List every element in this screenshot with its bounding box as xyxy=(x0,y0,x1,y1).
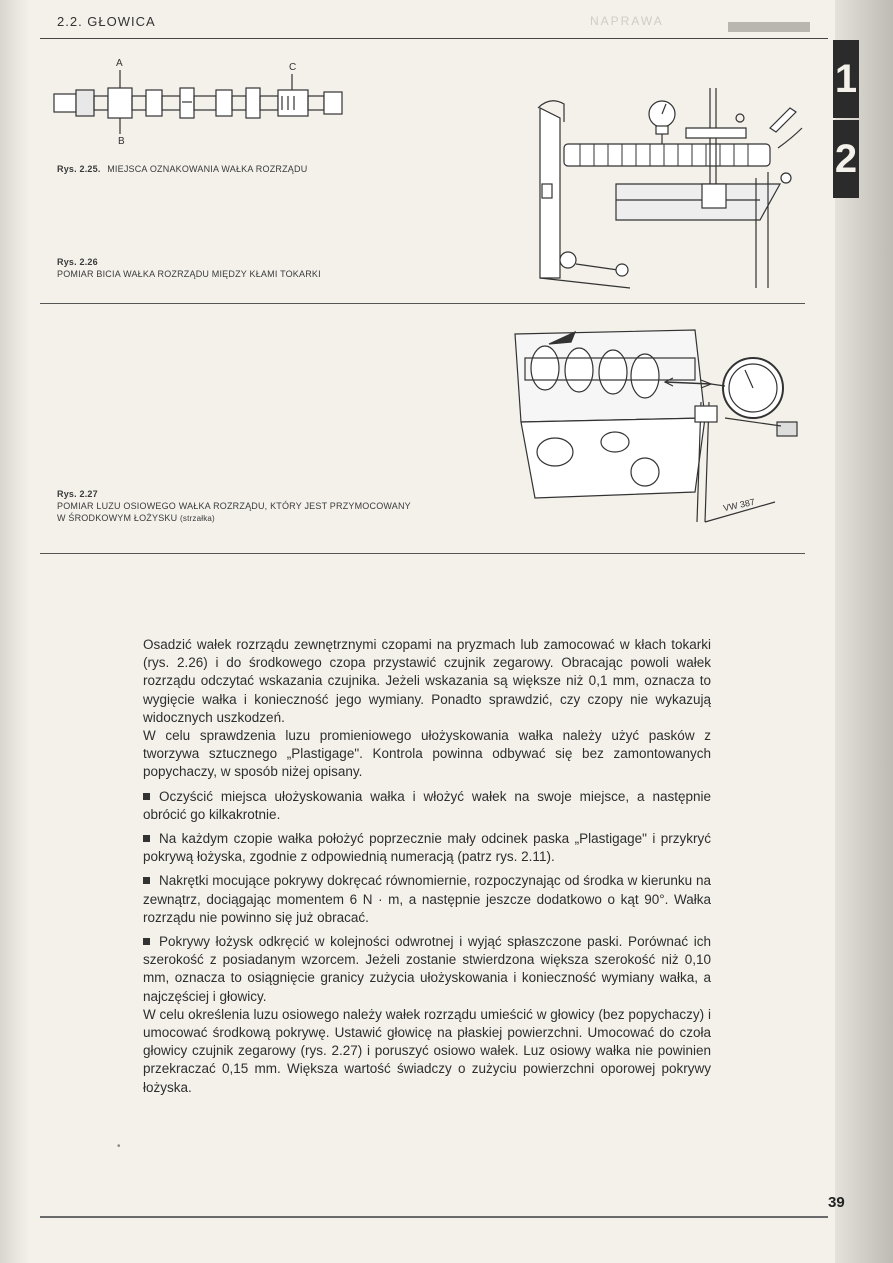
chapter-tab-2: 2 xyxy=(833,120,859,198)
caption-fig-2-27 xyxy=(57,488,411,525)
fig-label-c: C xyxy=(289,62,297,73)
header-rule xyxy=(40,38,828,39)
ghost-header: NAPRAWA xyxy=(590,14,664,28)
figure-runout-measurement xyxy=(520,88,810,294)
page-edge-left xyxy=(0,0,30,1263)
margin-mark: • xyxy=(117,1141,121,1152)
caption-line-2: W ŚRODKOWYM ŁOŻYSKU xyxy=(57,513,178,523)
section-divider xyxy=(40,303,805,304)
paragraph-axial-play: W celu określenia luzu osiowego należy wałek rozrządu umieścić w głowicy (bez popychaczy) i umocować środkową pokrywę. Ustawić głowicę na płaskiej powierzchni. Umocować do czoła głowicy czujnik zegarowy (rys. 2.27) i poruszyć osiowo wałek. Luz osiowy wałka nie powinien przekraczać 0,15 mm. Większa wartość świadczy o zużyciu powierzchni oporowej pokrywy łożyska. xyxy=(143,1006,711,1095)
figure-camshaft-marking xyxy=(52,56,352,152)
body-text xyxy=(143,636,711,1097)
section-title: 2.2. GŁOWICA xyxy=(57,14,156,29)
cylinder-head-drawing xyxy=(505,322,805,534)
bullet-clean-bearings: Oczyścić miejsca ułożyskowania wałka i włożyć wałek na swoje miejsce, a następnie obrócić go kilkakrotnie. xyxy=(143,788,711,824)
fig-label-a: A xyxy=(116,58,123,69)
caption-line-1: POMIAR LUZU OSIOWEGO WAŁKA ROZRZĄDU, KTÓRY JEST PRZYMOCOWANY xyxy=(57,501,411,511)
caption-text: POMIAR BICIA WAŁKA ROZRZĄDU MIĘDZY KŁAMI TOKARKI xyxy=(57,269,321,279)
lathe-drawing xyxy=(520,88,810,294)
bullet-place-strips: Na każdym czopie wałka położyć poprzecznie mały odcinek paska „Plastigage" i przykryć pokrywą łożyska, zgodnie z odpowiednią numeracją (patrz rys. 2.11). xyxy=(143,830,711,866)
paragraph-plastigage: W celu sprawdzenia luzu promieniowego ułożyskowania wałka należy użyć pasków z tworzywa sztucznego „Plastigage". Kontrola powinna odbywać się bez zamontowanych popychaczy, w sposób niżej opisany. xyxy=(143,728,711,780)
chapter-tab-1: 1 xyxy=(833,40,859,118)
caption-text: MIEJSCA OZNAKOWANIA WAŁKA ROZRZĄDU xyxy=(107,164,308,174)
bullet-compare-width: Pokrywy łożysk odkręcić w kolejności odwrotnej i wyjąć spłaszczone paski. Porównać ich szerokość z posiadanym wzorcem. Jeżeli zostanie stwierdzona większa szerokość niż 0,10 mm, oznacza to osiągnięcie granicy zużycia ułożyskowania i konieczność wymiany wałka, a najczęściej i głowicy. xyxy=(143,933,711,1006)
caption-number: Rys. 2.25. xyxy=(57,164,101,174)
caption-fig-2-25 xyxy=(57,163,307,175)
footer-rule xyxy=(40,1216,828,1218)
tool-code: VW 387 xyxy=(722,496,756,514)
fig-label-b: B xyxy=(118,136,125,147)
caption-number: Rys. 2.26 xyxy=(57,257,98,267)
ghost-badge xyxy=(728,22,810,32)
paragraph-runout: Osadzić wałek rozrządu zewnętrznymi czopami na pryzmach lub zamocować w kłach tokarki (rys. 2.26) i do środkowego czopa przystawić czujnik zegarowy. Obracając powoli wałek rozrządu odczytać wskazania czujnika. Jeżeli wskazania są większe niż 0,1 mm, oznacza to wygięcie wałka i konieczność jego wymiany. Ponadto sprawdzić, czy czopy nie wykazują widocznych uszkodzeń. xyxy=(143,637,711,725)
section-divider xyxy=(40,553,805,554)
caption-number: Rys. 2.27 xyxy=(57,489,98,499)
page-number: 39 xyxy=(828,1194,845,1211)
bullet-tighten-nuts: Nakrętki mocujące pokrywy dokręcać równomiernie, rozpoczynając od środka w kierunku na zewnątrz, dociągając momentem 6 N · m, a następnie jeszcze dodatkowo o kąt 90°. Wałka rozrządu nie powinno się już obracać. xyxy=(143,872,711,927)
caption-fig-2-26 xyxy=(57,256,321,280)
caption-note: (strzałka) xyxy=(180,514,215,523)
figure-axial-play-measurement xyxy=(505,322,805,534)
camshaft-drawing xyxy=(52,56,352,152)
